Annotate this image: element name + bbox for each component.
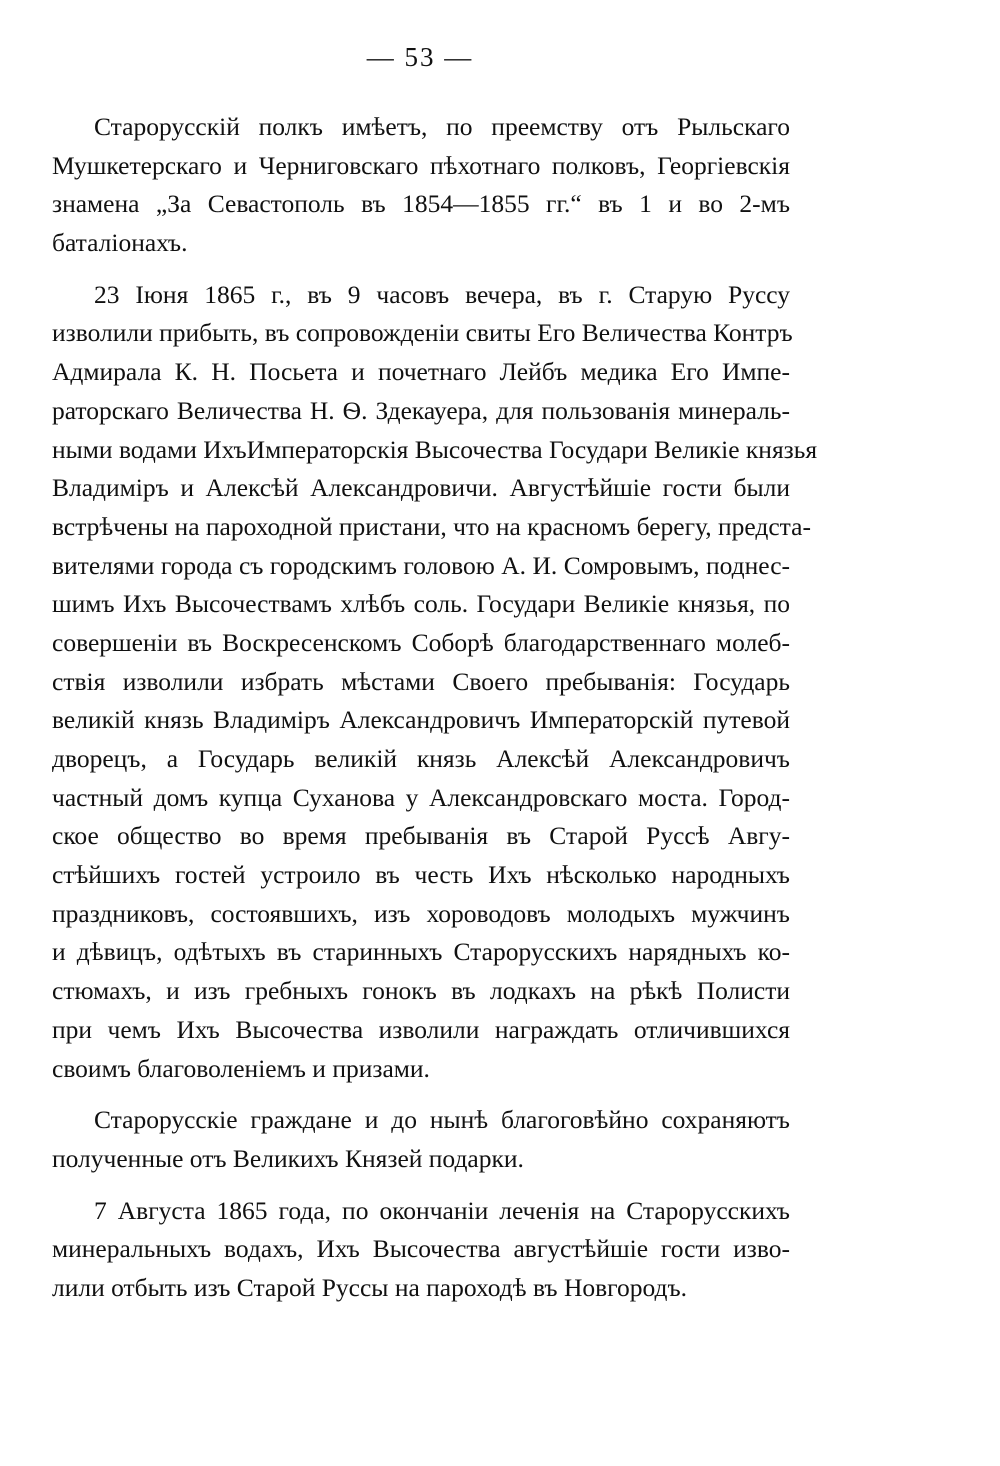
text-line: своимъ благоволеніемъ и призами. <box>52 1053 430 1083</box>
text-line: 7 Августа 1865 года, по окончаніи леченія на Старорусскихъ <box>94 1195 790 1225</box>
text-line: ствія изволили избрать мѣстами Своего пребыванія: Государь <box>52 666 790 696</box>
text-line: 23 Іюня 1865 г., въ 9 часовъ вечера, въ г. Старую Руссу <box>94 279 790 309</box>
text-line: изволили прибыть, въ сопровожденіи свиты Его Величества Контръ <box>52 318 793 348</box>
text-line: ными водами ИхъИмператорскія Высочества Государи Великіе князья <box>52 434 818 464</box>
text-line: вителями города съ городскимъ головою А. И. Сомровымъ, поднес- <box>52 550 790 580</box>
text-line: минеральныхъ водахъ, Ихъ Высочества августѣйшіе гости изво- <box>52 1234 790 1264</box>
text-line: Мушкетерскаго и Черниговскаго пѣхотнаго полковъ, Георгіевскія <box>52 150 790 180</box>
text-line: стюмахъ, и изъ гребныхъ гонокъ въ лодкахъ на рѣкѣ Полисти <box>52 976 790 1006</box>
text-line: совершеніи въ Воскресенскомъ Соборѣ благодарственнаго молеб- <box>52 627 790 657</box>
text-line: Старорусскій полкъ имѣетъ, по преемству отъ Рыльскаго <box>94 112 790 141</box>
text-line: великій князь Владиміръ Александровичъ Императорскій путевой <box>52 705 790 735</box>
text-line: и дѣвицъ, одѣтыхъ въ старинныхъ Старорусскихъ нарядныхъ ко- <box>52 937 790 967</box>
text-line: ское общество во время пребыванія въ Старой Руссѣ Авгу- <box>52 821 790 851</box>
paragraph <box>52 276 818 1088</box>
paragraph <box>52 1192 790 1308</box>
text-line: шимъ Ихъ Высочествамъ хлѣбъ соль. Государи Великіе князья, по <box>52 589 790 619</box>
paragraph <box>52 108 790 263</box>
text-line: знамена „За Севастополь въ 1854—1855 гг.“ въ 1 и во 2-мъ <box>52 189 790 219</box>
paragraph <box>52 1101 790 1178</box>
paragraph-gap <box>52 1088 790 1101</box>
paragraph-gap <box>52 1179 790 1192</box>
text-line: Владиміръ и Алексѣй Александровичи. Августѣйшіе гости были <box>52 473 790 503</box>
text-line: встрѣчены на пароходной пристани, что на красномъ берегу, предста- <box>52 511 811 541</box>
text-line: праздниковъ, состоявшихъ, изъ хороводовъ молодыхъ мужчинъ <box>52 898 790 928</box>
text-line: стѣйшихъ гостей устроило въ честь Ихъ нѣсколько народныхъ <box>52 860 790 890</box>
text-line: лили отбыть изъ Старой Руссы на пароходѣ въ Новгородъ. <box>52 1272 688 1302</box>
text-line: дворецъ, а Государь великій князь Алексѣй Александровичъ <box>52 744 790 773</box>
text-line: баталіонахъ. <box>52 228 188 258</box>
text-line: Старорусскіе граждане и до нынѣ благоговѣйно сохраняютъ <box>94 1105 790 1135</box>
text-line: полученные отъ Великихъ Князей подарки. <box>52 1143 524 1173</box>
text-line: Адмирала К. Н. Посьета и почетнаго Лейбъ медика Его Импе- <box>52 357 790 387</box>
text-line: частный домъ купца Суханова у Александровскаго моста. Город- <box>52 782 790 812</box>
body-text <box>52 108 818 1308</box>
text-line: раторскаго Величества Н. Ѳ. Здекауера, для пользованія минераль- <box>52 395 790 425</box>
paragraph-gap <box>52 263 790 276</box>
page-number: — 53 — <box>366 42 474 72</box>
text-line: при чемъ Ихъ Высочества изволили награждать отличившихся <box>52 1014 790 1044</box>
